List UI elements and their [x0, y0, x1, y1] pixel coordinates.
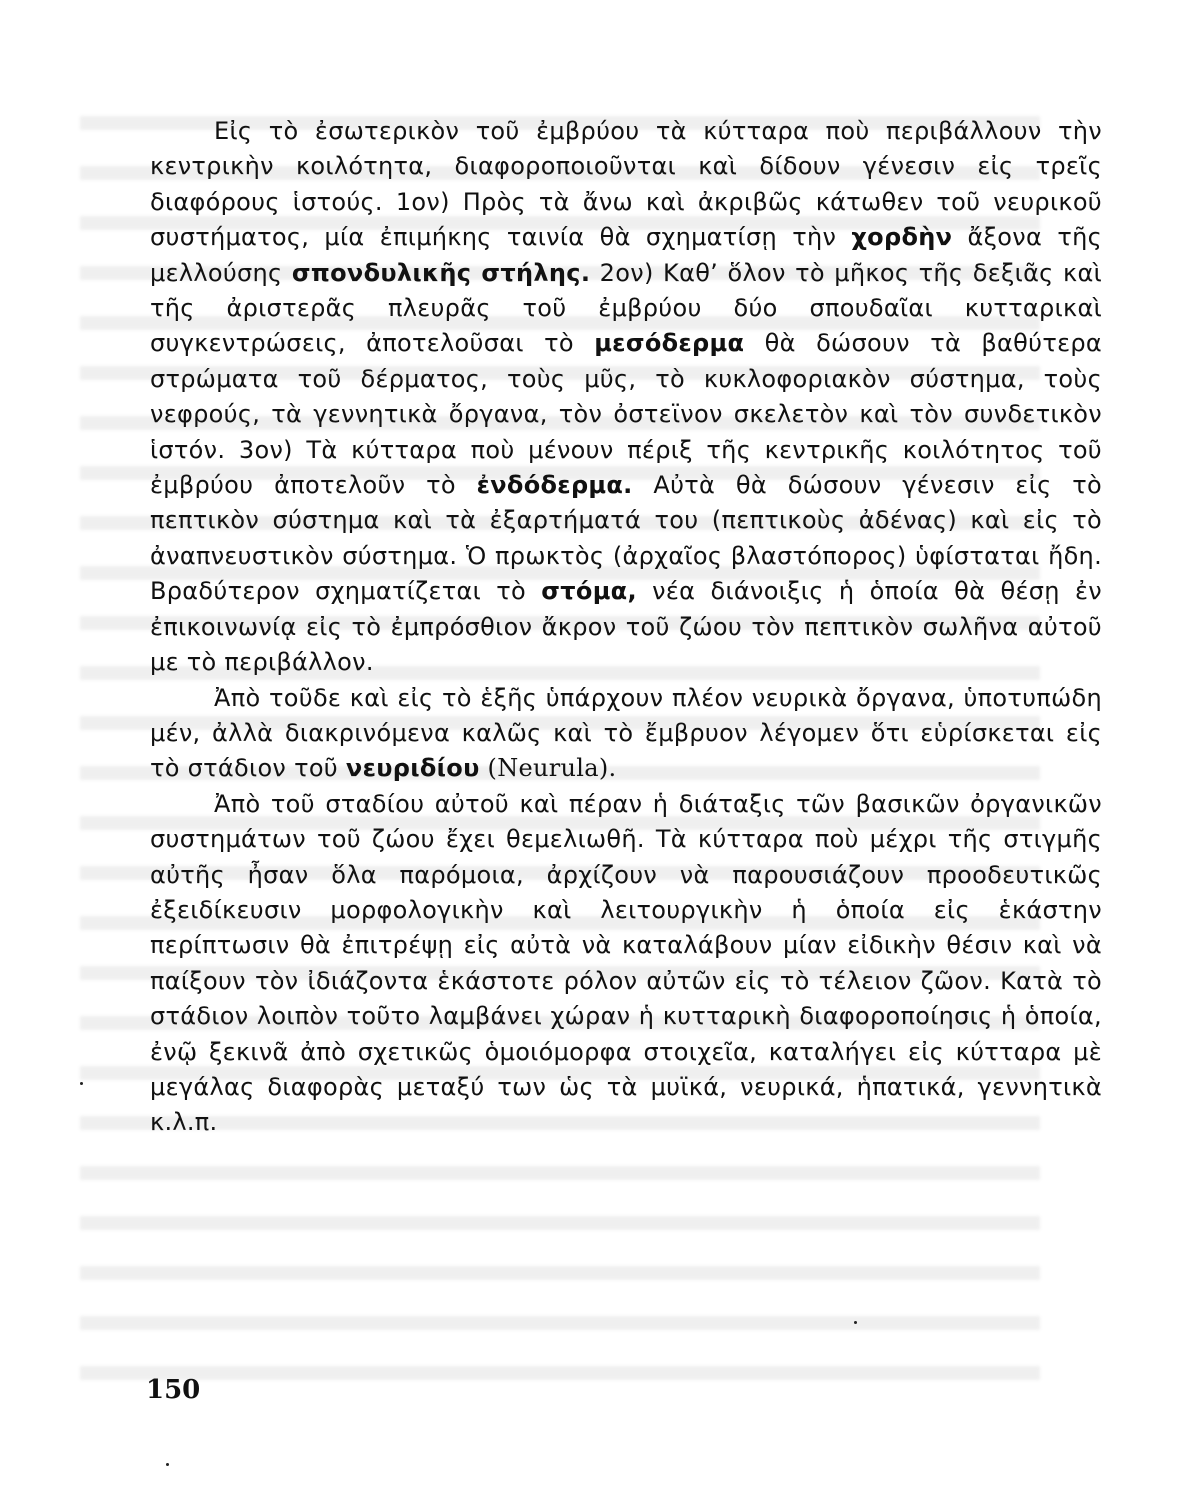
text-run: Ἀπὸ τοῦδε καὶ εἰς τὸ ἑξῆς ὑπάρχουν πλέον νευρικὰ ὄργανα, ὑποτυπώδη μέν, ἀλλὰ διακρινόμενα καλῶς καὶ τὸ ἔμβρυον λέγομεν ὅτι εὑρίσκεται εἰς τὸ στάδιον τοῦ [150, 683, 1102, 783]
dust-speck [854, 1321, 857, 1324]
dust-speck [80, 1082, 83, 1085]
body-text [150, 114, 1102, 1141]
dust-speck [166, 1463, 169, 1466]
text-run: 2ον) Καθ’ ὅλον τὸ μῆκος τῆς δεξιᾶς καὶ τῆς ἀριστερᾶς πλευρᾶς τοῦ ἐμβρύου δύο σπουδαῖαι κυτταρικαὶ συγκεντρώσεις, ἀποτελοῦσαι τὸ [150, 258, 1102, 358]
paragraph-germ-layers [150, 114, 1102, 681]
text-run [480, 754, 488, 782]
bold-term: μεσόδερμα [594, 329, 745, 358]
text-run: Εἰς τὸ ἐσωτερικὸν τοῦ ἐμβρύου τὰ κύτταρα ποὺ περιβάλλουν τὴν κεντρικὴν κοιλότητα, διαφοροποιοῦνται καὶ δίδουν γένεσιν εἰς τρεῖς διαφόρους ἱστούς. 1ον) Πρὸς τὰ ἄνω καὶ ἀκριβῶς κάτωθεν τοῦ νευρικοῦ συστήματος, μία ἐπιμήκης ταινία θὰ σχηματίσῃ τὴν [150, 117, 1102, 252]
text-run: ἄξονα τῆς μελλούσης [150, 223, 1102, 287]
bold-term: ἐνδόδερμα. [476, 471, 633, 500]
paragraph-neurula [150, 681, 1102, 787]
text-run: θὰ δώσουν τὰ βαθύτερα στρώματα τοῦ δέρματος, τοὺς μῦς, τὸ κυκλοφοριακὸν σύστημα, τοὺς νεφρούς, τὰ γεννητικὰ ὄργανα, τὸν ὀστεϊνον σκελετὸν καὶ τὸν συνδετικὸν ἱστόν. 3ον) Τὰ κύτταρα ποὺ μένουν πέριξ τῆς κεντρικῆς κοιλότητος τοῦ ἐμβρύου ἀποτελοῦν τὸ [150, 329, 1102, 500]
bold-term: στόμα, [541, 577, 637, 606]
latin-term: (Neurula). [487, 754, 617, 783]
bold-term: χορδὴν [851, 223, 953, 252]
text-run: Αὐτὰ θὰ δώσουν γένεσιν εἰς τὸ πεπτικὸν σύστημα καὶ τὰ ἐξαρτήματά του (πεπτικοὺς ἀδένας) καὶ εἰς τὸ ἀναπνευστικὸν σύστημα. Ὁ πρωκτὸς (ἀρχαῖος βλαστόπορος) ὑφίσταται ἤδη. Βραδύτερον σχηματίζεται τὸ [150, 471, 1102, 606]
text-run: Ἀπὸ τοῦ σταδίου αὐτοῦ καὶ πέραν ἡ διάταξις τῶν βασικῶν ὀργανικῶν συστημάτων τοῦ ζώου ἔχει θεμελιωθῆ. Τὰ κύτταρα ποὺ μέχρι τῆς στιγμῆς αὐτῆς ἦσαν ὅλα παρόμοια, ἀρχίζουν νὰ παρουσιάζουν προοδευτικῶς ἐξειδίκευσιν μορφολογικὴν καὶ λειτουργικὴν ἡ ὁποία εἰς ἑκάστην περίπτωσιν θὰ ἐπιτρέψῃ εἰς αὐτὰ νὰ καταλάβουν μίαν εἰδικὴν θέσιν καὶ νὰ παίξουν τὸν ἰδιάζοντα ἑκάστοτε ρόλον αὐτῶν εἰς τὸ τέλειον ζῶον. Κατὰ τὸ στάδιον λοιπὸν τοῦτο λαμβάνει χώραν ἡ κυτταρικὴ διαφοροποίησις ἡ ὁποία, ἐνῷ ξεκινᾶ ἀπὸ σχετικῶς ὁμοιόμορφα στοιχεῖα, καταλήγει εἰς κύτταρα μὲ μεγάλας διαφορὰς μεταξύ των ὡς τὰ μυϊκά, νευρικά, ἡπατικά, γεννητικὰ κ.λ.π. [150, 789, 1102, 1137]
paragraph-differentiation [150, 787, 1102, 1141]
bold-term: σπονδυλικῆς στήλης. [291, 258, 591, 287]
page-number: 150 [146, 1375, 201, 1405]
text-run: νέα διάνοιξις ἡ ὁποία θὰ θέσῃ ἐν ἐπικοινωνίᾳ εἰς τὸ ἐμπρόσθιον ἄκρον τοῦ ζώου τὸν πεπτικὸν σωλῆνα αὐτοῦ με τὸ περιβάλλον. [150, 577, 1102, 677]
bold-term: νευριδίου [345, 754, 480, 783]
